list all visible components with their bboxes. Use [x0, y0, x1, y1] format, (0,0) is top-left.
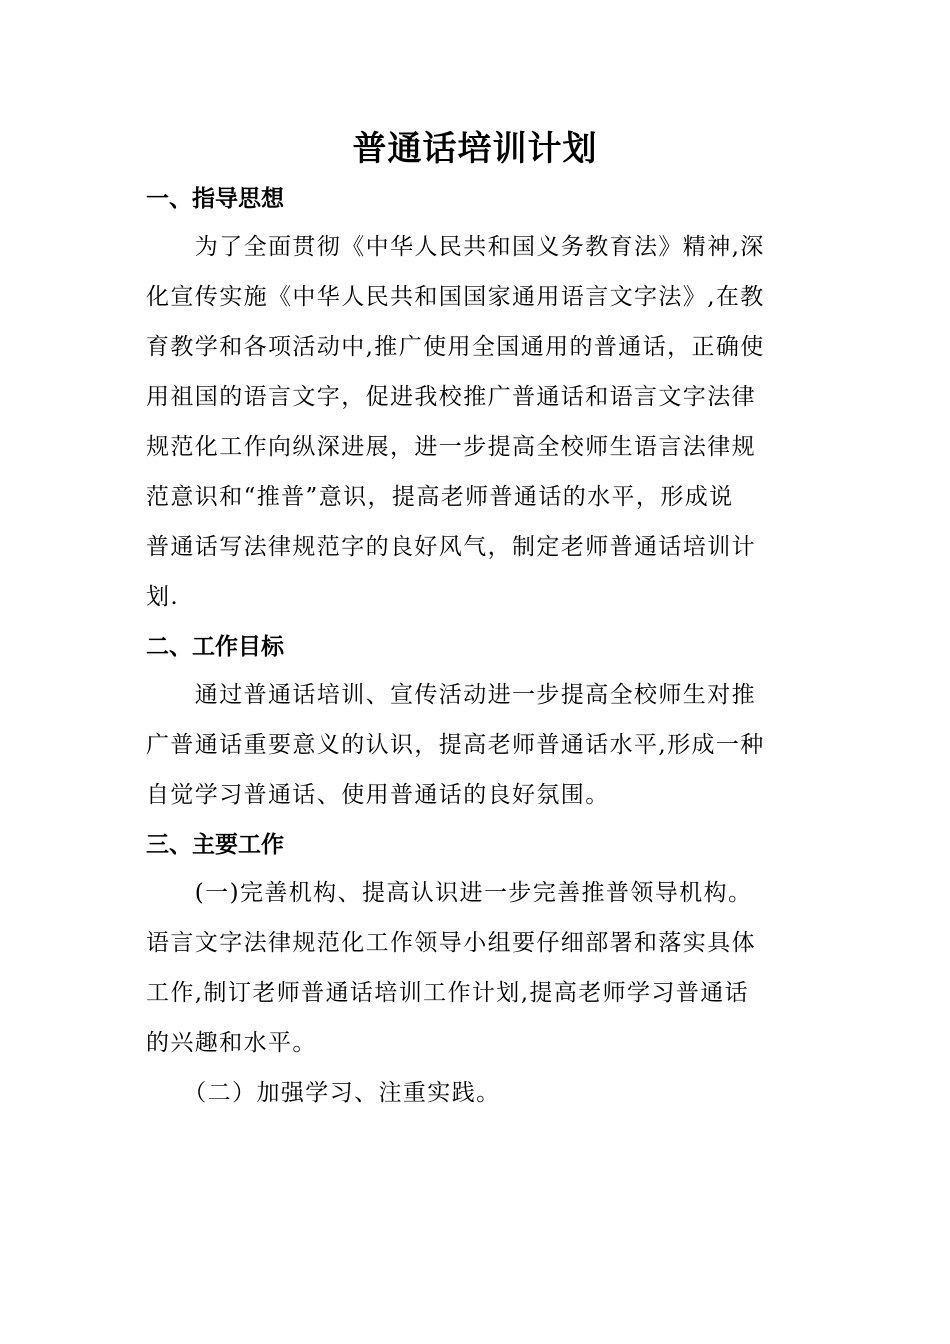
paragraph-work-goals	[146, 670, 806, 820]
paragraph-line: 广普通话重要意义的认识，提高老师普通话水平,形成一种	[146, 732, 765, 758]
paragraph-main-work-2	[146, 1068, 806, 1118]
paragraph-line: (一)完善机构、提高认识进一步完善推普领导机构。	[146, 880, 753, 906]
paragraph-main-work-1	[146, 868, 806, 1068]
paragraph-line: 普通话写法律规范字的良好风气，制定老师普通话培训计	[146, 534, 756, 560]
page-title: 普通话培训计划	[352, 129, 598, 169]
paragraph-line: 为了全面贯彻《中华人民共和国义务教育法》精神,深	[146, 234, 765, 260]
paragraph-line: 用祖国的语言文字，促进我校推广普通话和语言文字法律	[146, 384, 756, 410]
paragraph-line: 工作,制订老师普通话培训工作计划,提高老师学习普通话	[146, 980, 750, 1006]
paragraph-line: 划.	[146, 584, 180, 610]
paragraph-line: 范意识和“推普”意识，提高老师普通话的水平，形成说	[146, 484, 734, 510]
paragraph-line: 自觉学习普通话、使用普通话的良好氛围。	[146, 782, 610, 808]
section-heading-work-goals: 二、工作目标	[146, 634, 284, 660]
paragraph-guiding-thought	[146, 222, 806, 622]
paragraph-line: （二）加强学习、注重实践。	[146, 1080, 501, 1106]
paragraph-line: 化宣传实施《中华人民共和国国家通用语言文字法》,在教	[146, 284, 765, 310]
paragraph-line: 育教学和各项活动中,推广使用全国通用的普通话，正确使	[146, 334, 765, 360]
paragraph-line: 通过普通话培训、宣传活动进一步提高全校师生对推	[146, 682, 756, 708]
paragraph-line: 规范化工作向纵深进展，进一步提高全校师生语言法律规	[146, 434, 756, 460]
section-heading-main-work: 三、主要工作	[146, 832, 284, 858]
section-heading-guiding-thought: 一、指导思想	[146, 186, 284, 212]
paragraph-line: 的兴趣和水平。	[146, 1030, 317, 1056]
paragraph-line: 语言文字法律规范化工作领导小组要仔细部署和落实具体	[146, 930, 756, 956]
